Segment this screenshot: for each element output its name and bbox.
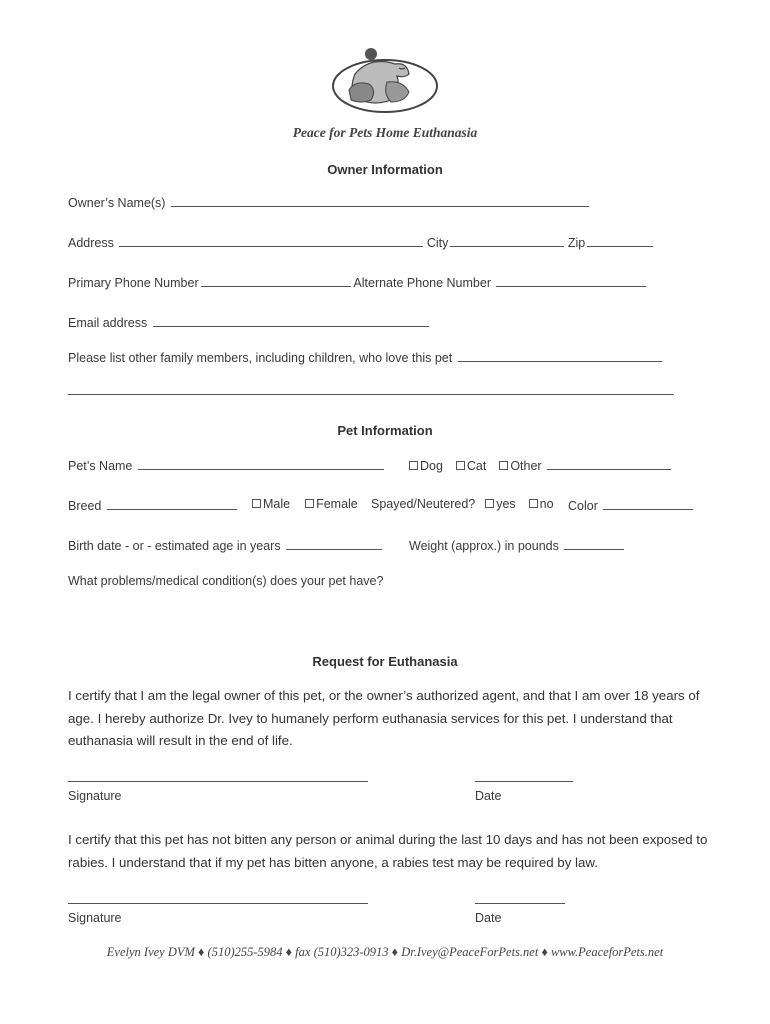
weight-field[interactable] [564,537,624,550]
other-label: Other [510,459,542,473]
email-label: Email address [68,316,148,330]
cat-label: Cat [466,459,487,473]
owner-name-row [68,194,589,210]
dog-label: Dog [420,459,443,473]
no-label: no [539,497,554,511]
female-checkbox[interactable] [305,499,314,508]
female-option[interactable] [305,497,358,511]
no-checkbox[interactable] [529,499,538,508]
brand-logo [325,44,445,114]
signature-label-1: Signature [68,789,122,803]
other-option[interactable] [499,459,541,473]
family-members-field[interactable] [458,349,662,362]
female-label: Female [316,497,358,511]
signature-label-2: Signature [68,911,122,925]
phone-row [68,274,646,290]
family-members-field-line-2[interactable] [68,394,674,395]
sex-row [252,497,358,511]
address-label: Address [68,236,114,250]
birth-row [68,537,382,553]
breed-row [68,497,237,513]
certify-owner-text: I certify that I am the legal owner of this pet, or the owner’s authorized agent, and that I am over 18 years of age. I hereby authorize Dr. Ivey to humanely perform euthanasia services for this pet. I understand that euthanasia will result in the end of life. [68,688,700,748]
pet-name-row [68,457,384,473]
city-label: City [426,236,449,250]
certify-rabies-text: I certify that this pet has not bitten any person or animal during the last 10 days and has not been exposed to rabies. I understand that if my pet has bitten anyone, a rabies test may be required by law. [68,832,708,870]
male-label: Male [263,497,291,511]
brand-name: Peace for Pets Home Euthanasia [292,125,478,140]
request-heading: Request for Euthanasia [312,654,458,669]
yes-label: yes [496,497,516,511]
date-label-2: Date [475,911,502,925]
dog-checkbox[interactable] [409,461,418,470]
breed-field[interactable] [107,497,237,510]
other-checkbox[interactable] [499,461,508,470]
zip-label: Zip [567,236,586,250]
color-row [568,497,693,513]
no-option[interactable] [529,497,554,511]
email-field[interactable] [153,314,429,327]
breed-label: Breed [68,499,102,513]
address-row [68,234,653,250]
medical-conditions-label: What problems/medical condition(s) does your pet have? [68,574,384,588]
weight-row [409,537,624,553]
footer-contact: Evelyn Ivey DVM ♦ (510)255-5984 ♦ fax (510)323-0913 ♦ Dr.Ivey@PeaceForPets.net ♦ www.PeaceforPets.net [106,945,664,959]
birth-field[interactable] [286,537,382,550]
yes-option[interactable] [485,497,515,511]
birth-label: Birth date - or - estimated age in years [68,539,281,553]
male-option[interactable] [252,497,290,511]
family-row [68,349,662,365]
owner-information-heading: Owner Information [327,162,443,177]
spayed-label: Spayed/Neutered? [371,497,476,511]
primary-phone-field[interactable] [201,274,351,287]
date-label-1: Date [475,789,502,803]
dog-option[interactable] [409,459,443,473]
family-members-label: Please list other family members, including children, who love this pet [68,351,453,365]
species-row [409,457,671,473]
pet-information-heading: Pet Information [337,423,433,438]
sleeping-dog-cat-logo-icon [325,44,445,114]
color-field[interactable] [603,497,693,510]
pet-name-label: Pet’s Name [68,459,133,473]
color-label: Color [568,499,598,513]
address-field[interactable] [119,234,423,247]
date-field-1[interactable] [475,781,573,782]
date-field-2[interactable] [475,903,565,904]
cat-option[interactable] [456,459,486,473]
spayed-row [371,497,554,511]
other-species-field[interactable] [547,457,671,470]
signature-field-2[interactable] [68,903,368,904]
primary-phone-label: Primary Phone Number [68,276,199,290]
owner-name-field[interactable] [171,194,589,207]
pet-name-field[interactable] [138,457,384,470]
male-checkbox[interactable] [252,499,261,508]
zip-field[interactable] [587,234,653,247]
signature-field-1[interactable] [68,781,368,782]
email-row [68,314,429,330]
alternate-phone-label: Alternate Phone Number [353,276,491,290]
city-field[interactable] [450,234,564,247]
medical-conditions-field[interactable] [68,594,688,638]
yes-checkbox[interactable] [485,499,494,508]
weight-label: Weight (approx.) in pounds [409,539,559,553]
owner-name-label: Owner’s Name(s) [68,196,166,210]
alternate-phone-field[interactable] [496,274,646,287]
cat-checkbox[interactable] [456,461,465,470]
